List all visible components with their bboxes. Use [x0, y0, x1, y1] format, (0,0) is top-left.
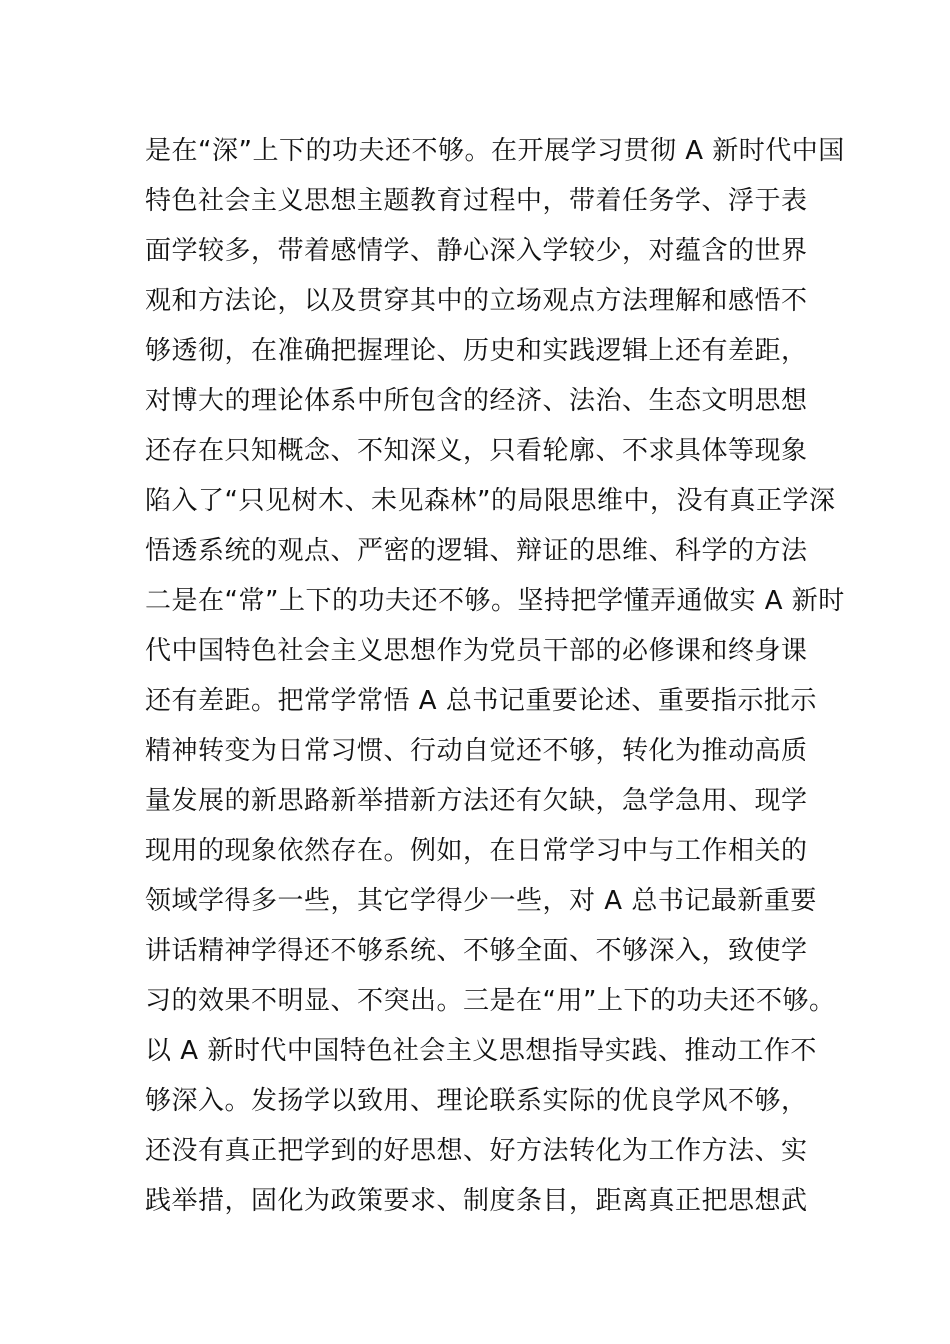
text-line: 精神转变为日常习惯、行动自觉还不够，转化为推动高质 — [145, 736, 808, 766]
text-line: 还没有真正把学到的好思想、好方法转化为工作方法、实 — [145, 1136, 808, 1166]
text-line: 陷入了“只见树木、未见森林”的局限思维中，没有真正学深 — [145, 486, 836, 516]
body-text — [145, 126, 845, 1226]
text-line: 习的效果不明显、不突出。三是在“用”上下的功夫还不够。 — [145, 986, 836, 1016]
text-line: 讲话精神学得还不够系统、不够全面、不够深入，致使学 — [145, 936, 808, 966]
text-line: 二是在“常”上下的功夫还不够。坚持把学懂弄通做实 A 新时 — [145, 586, 845, 616]
text-line: 代中国特色社会主义思想作为党员干部的必修课和终身课 — [145, 636, 808, 666]
text-line: 是在“深”上下的功夫还不够。在开展学习贯彻 A 新时代中国 — [145, 136, 845, 166]
text-line: 对博大的理论体系中所包含的经济、法治、生态文明思想 — [145, 386, 808, 416]
text-line: 特色社会主义思想主题教育过程中，带着任务学、浮于表 — [145, 186, 808, 216]
text-line: 领域学得多一些，其它学得少一些，对 A 总书记最新重要 — [145, 886, 817, 916]
text-line: 面学较多，带着感情学、静心深入学较少，对蕴含的世界 — [145, 236, 808, 266]
text-line: 现用的现象依然存在。例如，在日常学习中与工作相关的 — [145, 836, 808, 866]
text-line: 践举措，固化为政策要求、制度条目，距离真正把思想武 — [145, 1186, 808, 1216]
text-line: 够透彻，在准确把握理论、历史和实践逻辑上还有差距， — [145, 336, 808, 366]
text-line: 观和方法论，以及贯穿其中的立场观点方法理解和感悟不 — [145, 286, 808, 316]
text-line: 还存在只知概念、不知深义，只看轮廓、不求具体等现象 — [145, 436, 808, 466]
text-line: 还有差距。把常学常悟 A 总书记重要论述、重要指示批示 — [145, 686, 817, 716]
text-line: 悟透系统的观点、严密的逻辑、辩证的思维、科学的方法 — [145, 536, 808, 566]
text-line: 量发展的新思路新举措新方法还有欠缺，急学急用、现学 — [145, 786, 808, 816]
text-line: 以 A 新时代中国特色社会主义思想指导实践、推动工作不 — [145, 1036, 817, 1066]
text-line: 够深入。发扬学以致用、理论联系实际的优良学风不够， — [145, 1086, 808, 1116]
